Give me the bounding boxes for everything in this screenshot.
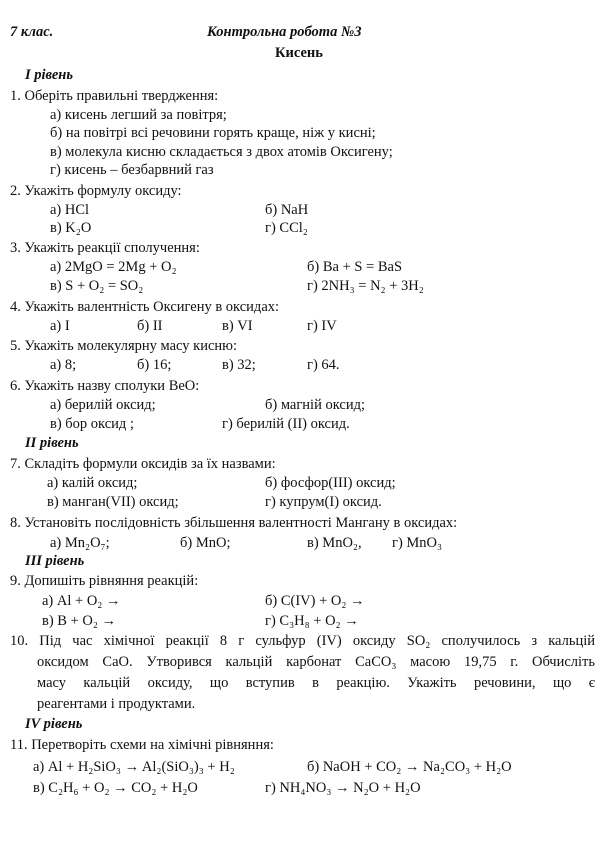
q9-option-a: а) Al + O₂ → [42, 593, 121, 609]
q3-option-c: в) S + O₂ = SO₂ [50, 278, 144, 294]
q6-option-b: б) магній оксид; [265, 397, 365, 413]
q3-option-d: г) 2NH₃ = N₂ + 3H₂ [307, 278, 424, 294]
q5-option-c: в) 32; [222, 357, 256, 373]
q9-option-d: г) C₃H₈ + O₂ → [265, 613, 359, 629]
q9-text: 9. Допишіть рівняння реакцій: [10, 573, 199, 589]
q8-text: 8. Установіть послідовність збільшення валентності Мангану в оксидах: [10, 515, 458, 531]
q11-text: 11. Перетворіть схеми на хімічні рівняння: [10, 737, 274, 753]
level-2-heading: II рівень [25, 435, 79, 451]
q11-option-b: б) NaOH + CO₂ → Na₂CO₃ + H₂O [307, 759, 512, 775]
q10-line-3: масу кальцій оксиду, що вступив в реакцію. Укажіть речовини, що є [37, 675, 595, 691]
q8-option-d: г) MnO₃ [392, 535, 443, 551]
q10-line-2: оксидом CaO. Утворився кальцій карбонат CaCO₃ масою 19,75 г. Обчисліть [37, 654, 595, 670]
q3-option-a: а) 2MgO = 2Mg + O₂ [50, 259, 177, 275]
q11-option-d: г) NH₄NO₃ → N₂O + H₂O [265, 780, 421, 796]
q2-option-b: б) NaH [265, 202, 309, 218]
level-3-heading: III рівень [25, 553, 85, 569]
q9-option-b: б) C(IV) + O₂ → [265, 593, 365, 609]
q8-option-a: а) Mn₂O₇; [50, 535, 110, 551]
q2-option-c: в) K₂O [50, 220, 92, 236]
level-1-heading: I рівень [25, 67, 73, 83]
q10-line-1: 10. Під час хімічної реакції 8 г сульфур (IV) оксиду SO₂ сполучилось з кальцій [10, 633, 595, 649]
q7-text: 7. Складіть формули оксидів за їх назвами: [10, 456, 276, 472]
grade-label: 7 клас. [10, 24, 54, 40]
q5-option-a: а) 8; [50, 357, 77, 373]
q3-option-b: б) Ba + S = BaS [307, 259, 403, 275]
q6-option-c: в) бор оксид ; [50, 416, 134, 432]
q1-option-c: в) молекула кисню складається з двох атомів Оксигену; [50, 144, 393, 160]
q1-option-b: б) на повітрі всі речовини горять краще, ніж у кисні; [50, 125, 376, 141]
q7-option-b: б) фосфор(III) оксид; [265, 475, 396, 491]
q2-option-d: г) CCl₂ [265, 220, 308, 236]
q7-option-a: а) калій оксид; [47, 475, 138, 491]
q2-text: 2. Укажіть формулу оксиду: [10, 183, 182, 199]
q7-option-d: г) купрум(I) оксид. [265, 494, 382, 510]
q2-option-a: а) HCl [50, 202, 90, 218]
q3-text: 3. Укажіть реакції сполучення: [10, 240, 200, 256]
level-4-heading: IV рівень [25, 716, 83, 732]
q6-option-d: г) берилій (II) оксид. [222, 416, 350, 432]
test-subtitle: Кисень [275, 45, 323, 61]
q8-option-c: в) MnO₂, [307, 535, 362, 551]
q5-option-b: б) 16; [137, 357, 172, 373]
q6-option-a: а) берилій оксид; [50, 397, 156, 413]
q5-option-d: г) 64. [307, 357, 340, 373]
q11-option-c: в) C₂H₆ + O₂ → CO₂ + H₂O [33, 780, 198, 796]
test-title: Контрольна робота №3 [207, 24, 362, 40]
q6-text: 6. Укажіть назву сполуки BeO: [10, 378, 200, 394]
q1-option-d: г) кисень – безбарвний газ [50, 162, 214, 178]
q1-option-a: а) кисень легший за повітря; [50, 107, 227, 123]
q4-option-b: б) II [137, 318, 163, 334]
q1-text: 1. Оберіть правильні твердження: [10, 88, 219, 104]
q8-option-b: б) MnO; [180, 535, 231, 551]
q7-option-c: в) манган(VII) оксид; [47, 494, 179, 510]
q4-option-a: а) I [50, 318, 70, 334]
q10-line-4: реагентами і продуктами. [37, 696, 196, 712]
q5-text: 5. Укажіть молекулярну масу кисню: [10, 338, 238, 354]
q11-option-a: а) Al + H₂SiO₃ → Al₂(SiO₃)₃ + H₂ [33, 759, 235, 775]
q4-text: 4. Укажіть валентність Оксигену в оксидах: [10, 299, 280, 315]
q9-option-c: в) B + O₂ → [42, 613, 117, 629]
q4-option-c: в) VI [222, 318, 253, 334]
q4-option-d: г) IV [307, 318, 337, 334]
